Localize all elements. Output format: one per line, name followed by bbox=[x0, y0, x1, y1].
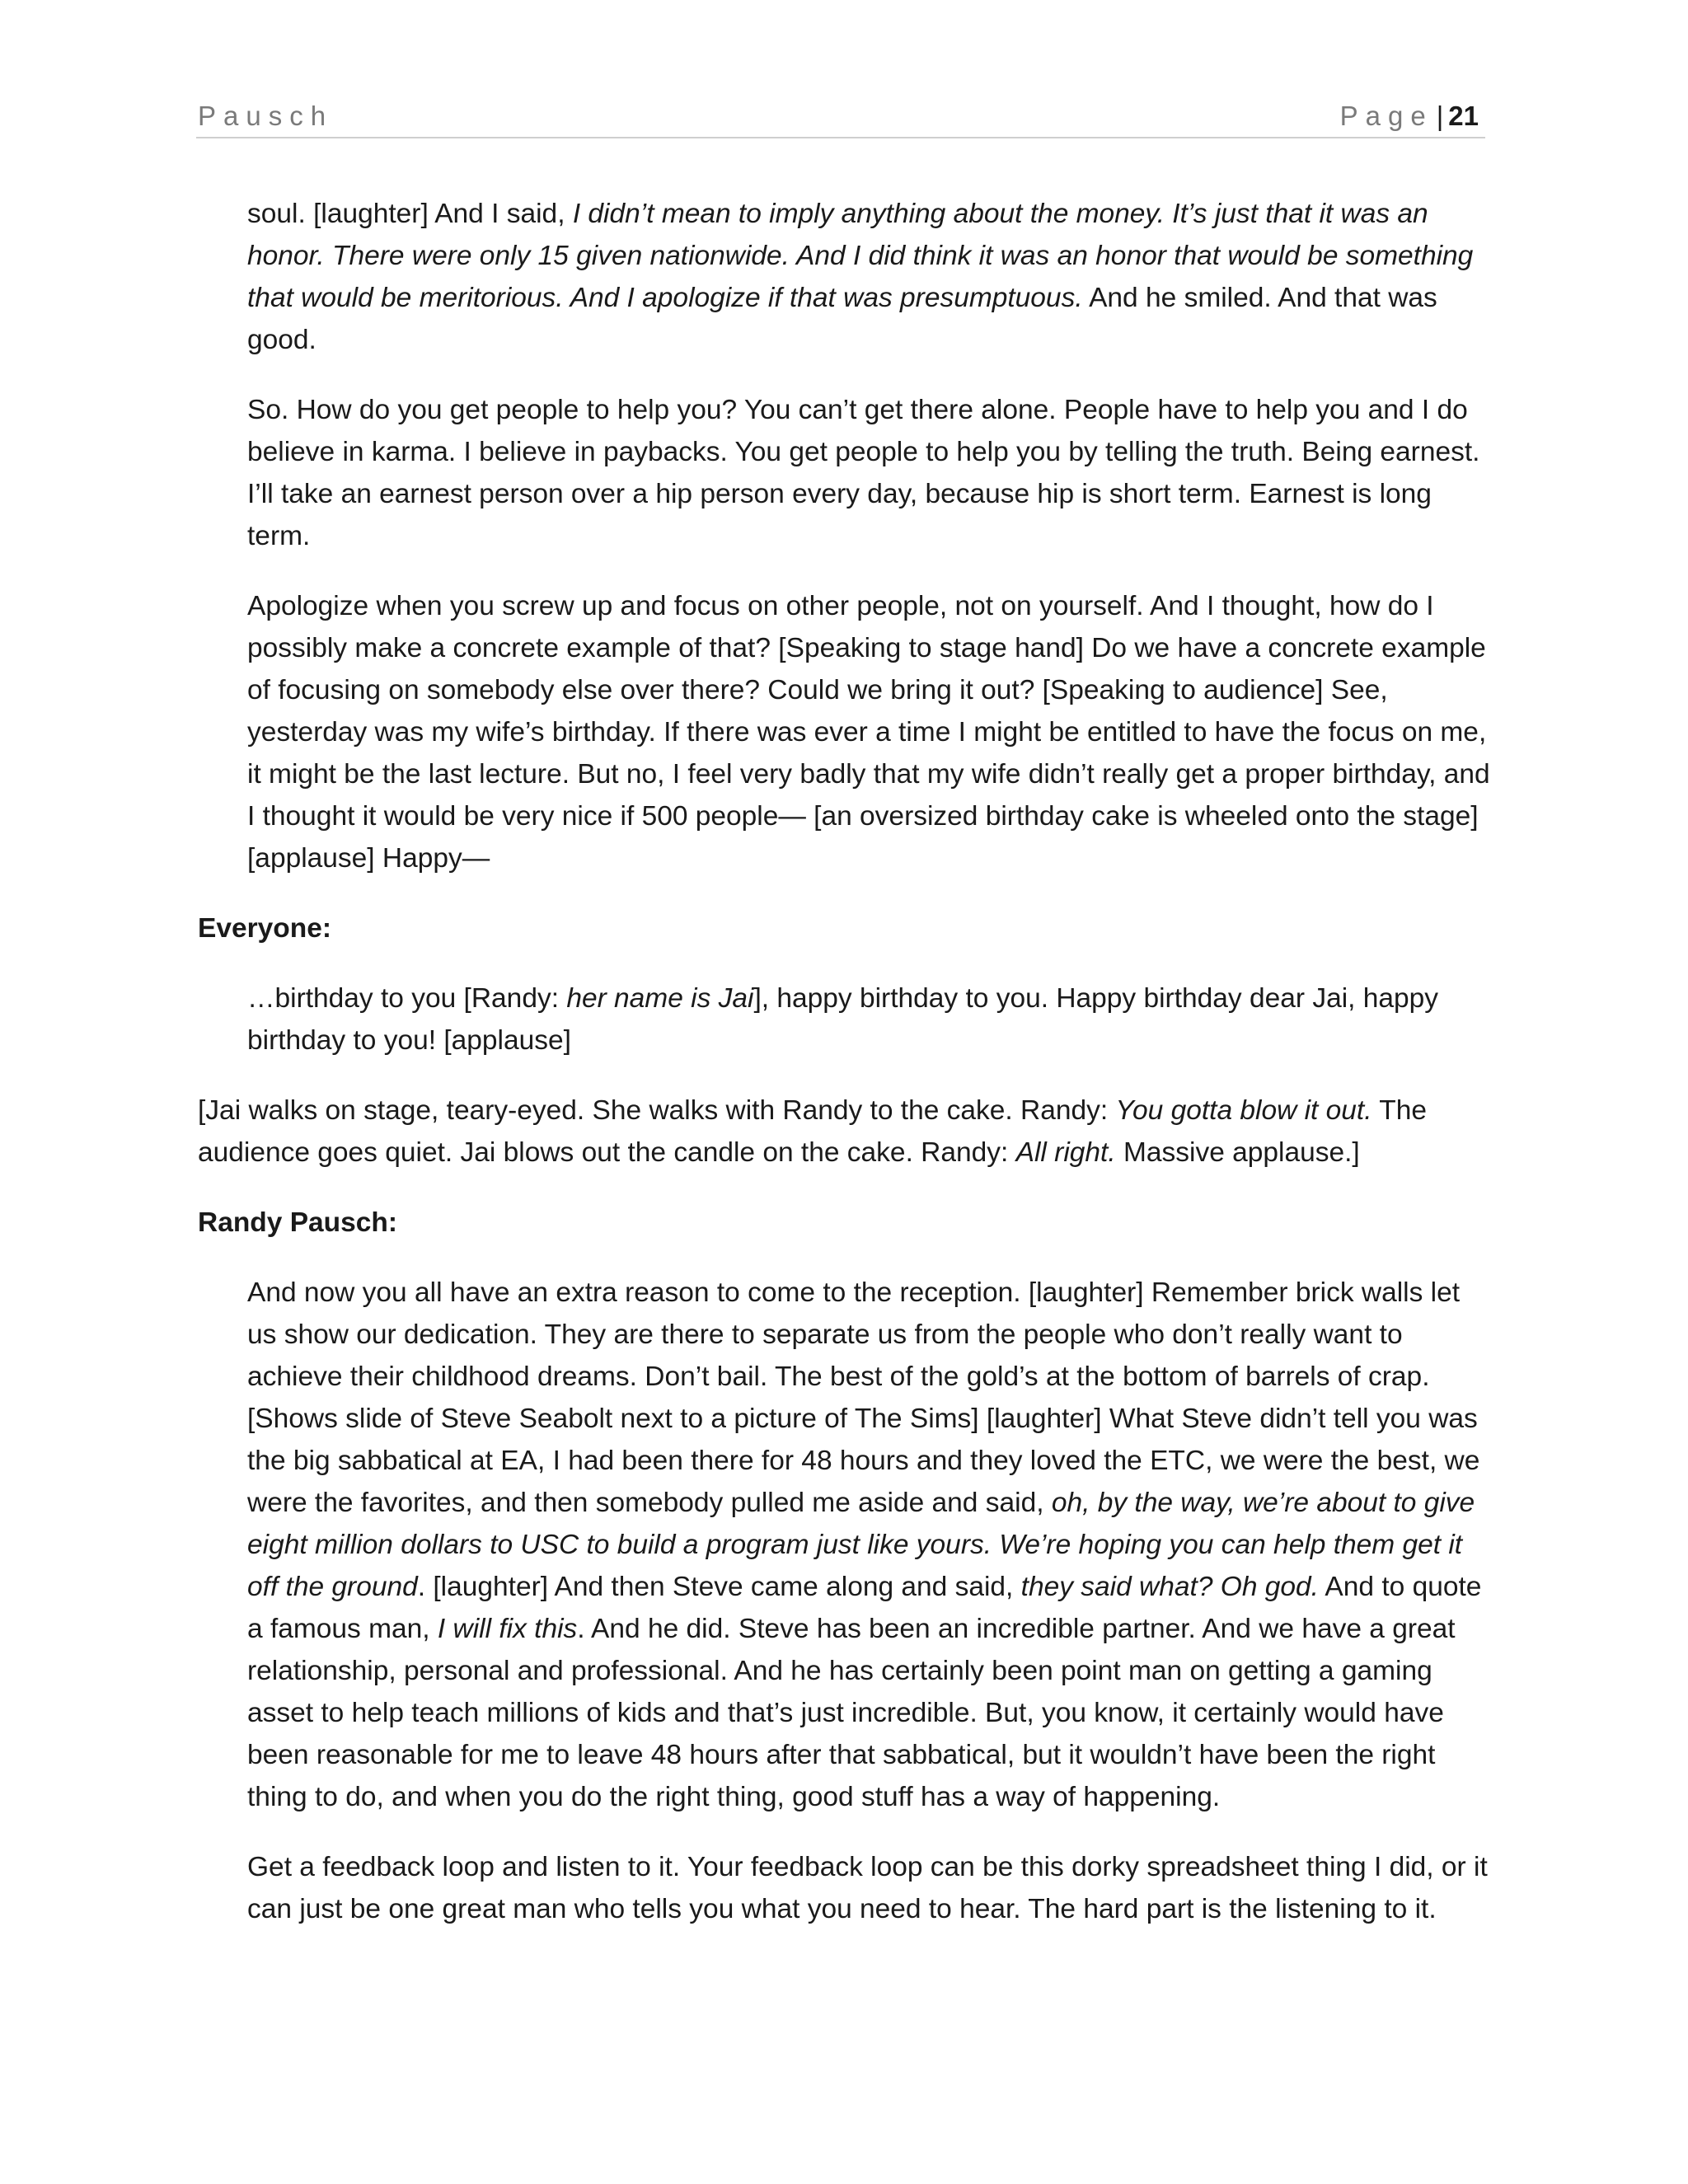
document-body bbox=[198, 193, 1492, 1930]
paragraph-1-text-a: soul. [laughter] And I said, bbox=[247, 199, 573, 229]
paragraph-4-italic: her name is Jai bbox=[566, 983, 754, 1014]
paragraph-5-text-a: [Jai walks on stage, teary-eyed. She walks with Randy to the cake. Randy: bbox=[198, 1095, 1116, 1126]
paragraph-1-text-c: And he smiled. And that was good. bbox=[247, 283, 1437, 355]
header-separator: | bbox=[1436, 101, 1444, 131]
paragraph-7: Get a feedback loop and listen to it. Your feedback loop can be this dorky spreadsheet thing I did, or it can just be one great man who tells you what you need to hear. The hard part is the listening to it. bbox=[247, 1852, 1488, 1924]
header-page-label bbox=[1340, 101, 1479, 132]
paragraph-3: Apologize when you screw up and focus on other people, not on yourself. And I thought, how do I possibly make a concrete example of that? [Speaking to stage hand] Do we have a concrete example of focusing on somebody else over there? Could we bring it out? [Speaking to audience] See, yesterday was my wife’s birthday. If there was ever a time I might be entitled to have the focus on me, it might be the last lecture. But no, I feel very badly that my wife didn’t really get a proper birthday, and I thought it would be very nice if 500 people— [an oversized birthday cake is wheeled onto the stage] [applause] Happy— bbox=[247, 591, 1490, 874]
paragraph-6-text-g: . And he did. Steve has been an incredible partner. And we have a great relationship, personal and professional. And he has certainly been point man on getting a gaming asset to help teach millions of kids and that’s just incredible. But, you know, it certainly would have been reasonable for me to leave 48 hours after that sabbatical, but it wouldn’t have been the right thing to do, and when you do the right thing, good stuff has a way of happening. bbox=[247, 1614, 1456, 1812]
paragraph-4-text-c: ], happy birthday to you. Happy birthday dear Jai, happy birthday to you! [applause] bbox=[247, 983, 1439, 1056]
paragraph-6-italic-f: I will fix this bbox=[437, 1614, 578, 1644]
paragraph-2: So. How do you get people to help you? You can’t get there alone. People have to help you and I do believe in karma. I believe in paybacks. You get people to help you by telling the truth. Being earnest. I’ll take an earnest person over a hip person every day, because hip is short term. Earnest is long term. bbox=[247, 395, 1480, 551]
paragraph-5 bbox=[198, 1090, 1492, 1174]
paragraph-6-text-a: And now you all have an extra reason to come to the reception. [laughter] Remember brick walls let us show our dedication. They are there to separate us from the people who don’t really want to achieve their childhood dreams. Don’t bail. The best of the gold’s at the bottom of barrels of crap. [Shows slide of Steve Seabolt next to a picture of The Sims] [laughter] What Steve didn’t tell you was the big sabbatical at EA, I had been there for 48 hours and they loved the ETC, we were the best, we were the favorites, and then somebody pulled me aside and said, bbox=[247, 1277, 1480, 1518]
speaker-label-everyone: Everyone: bbox=[198, 913, 331, 944]
paragraph-5-text-e: Massive applause.] bbox=[1115, 1137, 1360, 1168]
page-number: 21 bbox=[1448, 101, 1479, 131]
paragraph-6-text-e: And to quote a famous man, bbox=[247, 1572, 1482, 1644]
paragraph-6-italic-d: they said what? Oh god. bbox=[1020, 1572, 1319, 1602]
paragraph-5-italic-d: All right. bbox=[1015, 1137, 1116, 1168]
speaker-label-randy: Randy Pausch: bbox=[198, 1207, 398, 1238]
paragraph-5-italic-b: You gotta blow it out. bbox=[1115, 1095, 1372, 1126]
header-page-word: Page bbox=[1339, 101, 1433, 131]
paragraph-1-italic: I didn’t mean to imply anything about the money. It’s just that it was an honor. There were only 15 given nationwide. And I did think it was an honor that would be something that would be meritorious. And I apologize if that was presumptuous. bbox=[247, 199, 1474, 313]
paragraph-6-italic-b: oh, by the way, we’re about to give eight million dollars to USC to build a program just like yours. We’re hoping you can help them get it off the ground bbox=[247, 1488, 1475, 1602]
paragraph-5-text-c: The audience goes quiet. Jai blows out the candle on the cake. Randy: bbox=[198, 1095, 1427, 1168]
paragraph-6-text-c: . [laughter] And then Steve came along and said, bbox=[417, 1572, 1021, 1602]
paragraph-4-text-a: …birthday to you [Randy: bbox=[247, 983, 567, 1014]
paragraph-6 bbox=[247, 1272, 1492, 1818]
page-header bbox=[196, 97, 1485, 138]
paragraph-1 bbox=[247, 193, 1492, 361]
header-author: Pausch bbox=[198, 101, 334, 131]
paragraph-4 bbox=[247, 977, 1492, 1062]
